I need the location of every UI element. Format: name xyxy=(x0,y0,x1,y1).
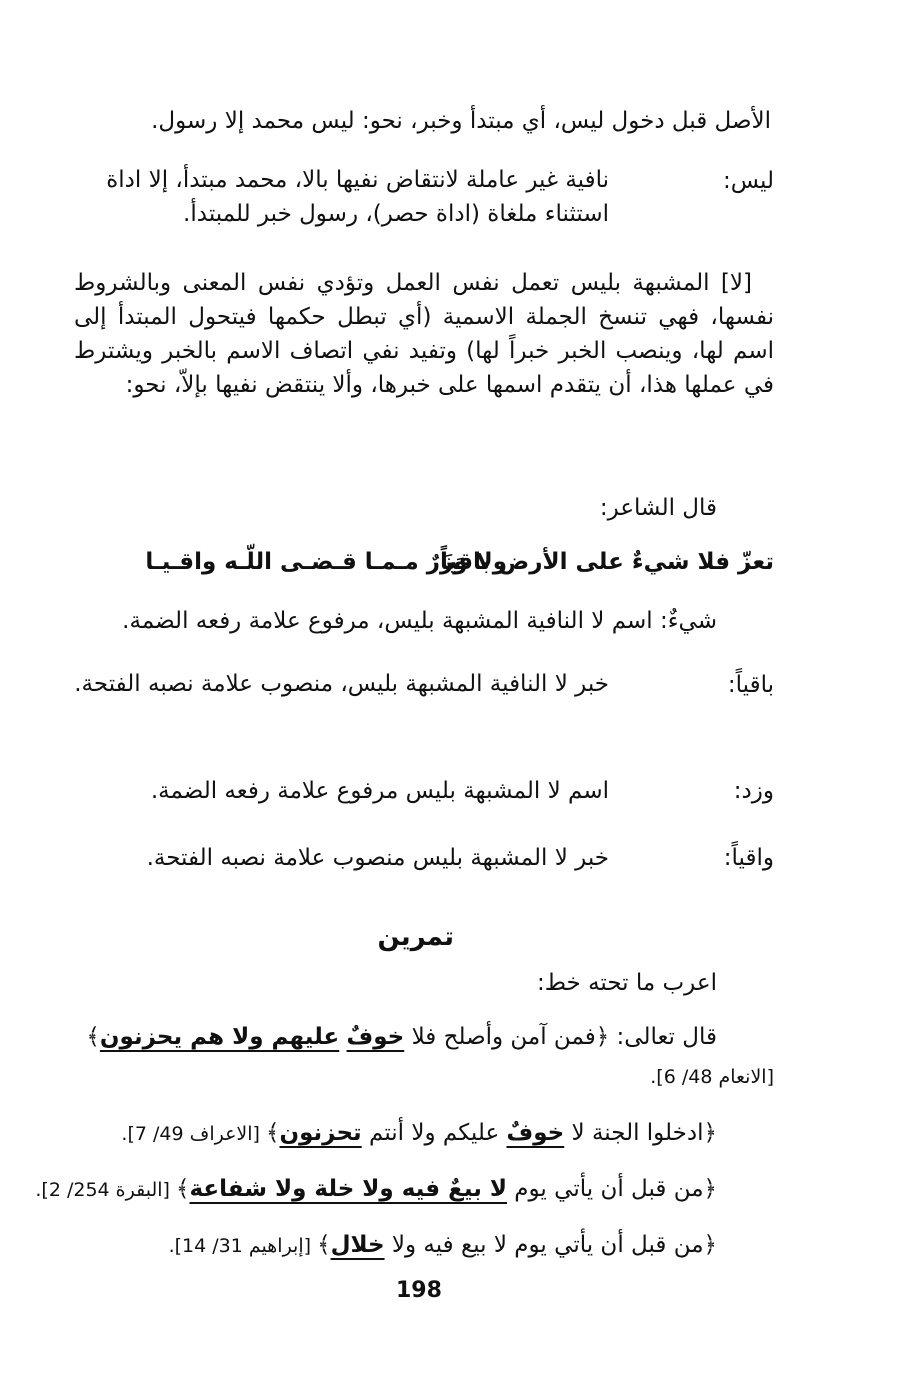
analysis-shay xyxy=(122,606,717,636)
underlined-word: خلال xyxy=(330,1232,385,1258)
exercise-verse-1: قال تعالى: ﴿فمن آمن وأصلح فلا خوفٌ عليهم ولا هم يحزنون﴾ xyxy=(86,1024,717,1050)
exercise-verse-3: ﴿من قبل أن يأتي يوم لا بيعٌ فيه ولا خلة ولا شفاعة﴾ [البقرة 254/ 2]. xyxy=(35,1176,717,1202)
analysis-label-waqiyan: واقياً: xyxy=(723,845,774,871)
underlined-phrase: لا بيعٌ فيه ولا خلة ولا شفاعة xyxy=(189,1176,507,1202)
underlined-word: تحزنون xyxy=(279,1120,362,1146)
exercise-verse-1-ref: [الانعام 48/ 6]. xyxy=(650,1066,774,1088)
poet-label: قال الشاعر: xyxy=(599,495,717,521)
laysa-explanation: نافية غير عاملة لانتقاض نفيها بالا، محمد مبتدأ، إلا اداة استثناء ملغاة (اداة حصر)، رسول خبر للمبتدأ. xyxy=(106,167,609,227)
verse-second-hemistich: ولا وَزَرٌ مـمـا قـضـى اللّـه واقـيـا xyxy=(145,549,507,575)
verse-first-hemistich: تعزّ فلا شيءٌ على الأرض باقياً xyxy=(439,549,774,575)
intro-line: الأصل قبل دخول ليس، أي مبتدأ وخبر، نحو: ليس محمد إلا رسول. xyxy=(151,108,771,134)
analysis-text-baqiyan: خبر لا النافية المشبهة بليس، منصوب علامة نصبه الفتحة. xyxy=(74,671,609,697)
underlined-word: خوفٌ xyxy=(346,1024,405,1050)
analysis-label-wazar: وزد: xyxy=(733,778,774,804)
page-number: 198 xyxy=(396,1278,442,1303)
exercise-instruction: اعرب ما تحته خط: xyxy=(536,970,717,996)
analysis-label-baqiyan: باقياً: xyxy=(727,672,774,698)
exercise-title: تمرين xyxy=(377,922,454,952)
underlined-phrase: عليهم ولا هم يحزنون xyxy=(99,1024,340,1050)
exercise-verse-2: ﴿ادخلوا الجنة لا خوفٌ عليكم ولا أنتم تحزنون﴾ [الاعراف 49/ 7]. xyxy=(121,1120,717,1146)
analysis-text: اسم لا النافية المشبهة بليس، مرفوع علامة رفعه الضمة. xyxy=(122,608,653,634)
laysa-label: ليس: xyxy=(722,168,774,194)
analysis-text-wazar: اسم لا المشبهة بليس مرفوع علامة رفعه الضمة. xyxy=(150,778,609,804)
exercise-verse-4: ﴿من قبل أن يأتي يوم لا بيع فيه ولا خلال﴾ [إبراهيم 31/ 14]. xyxy=(168,1232,717,1258)
analysis-text-waqiyan: خبر لا المشبهة بليس منصوب علامة نصبه الفتحة. xyxy=(146,845,609,871)
analysis-label: شيءٌ: xyxy=(659,608,717,634)
underlined-word: خوفٌ xyxy=(506,1120,565,1146)
la-paragraph: [لا] المشبهة بليس تعمل نفس العمل وتؤدي نفس المعنى وبالشروط نفسها، فهي تنسخ الجملة الاسمية (أي تبطل حكمها فيتحول المبتدأ إلى اسم لها، وينصب الخبر خبراً لها) وتفيد نفي اتصاف الاسم بالخبر ويشترط في عملها هذا، أن يتقدم اسمها على خبرها، وألا ينتقض نفيها بإلاّ، نحو: xyxy=(74,270,774,398)
exercise-intro-label: قال تعالى: xyxy=(616,1024,717,1050)
